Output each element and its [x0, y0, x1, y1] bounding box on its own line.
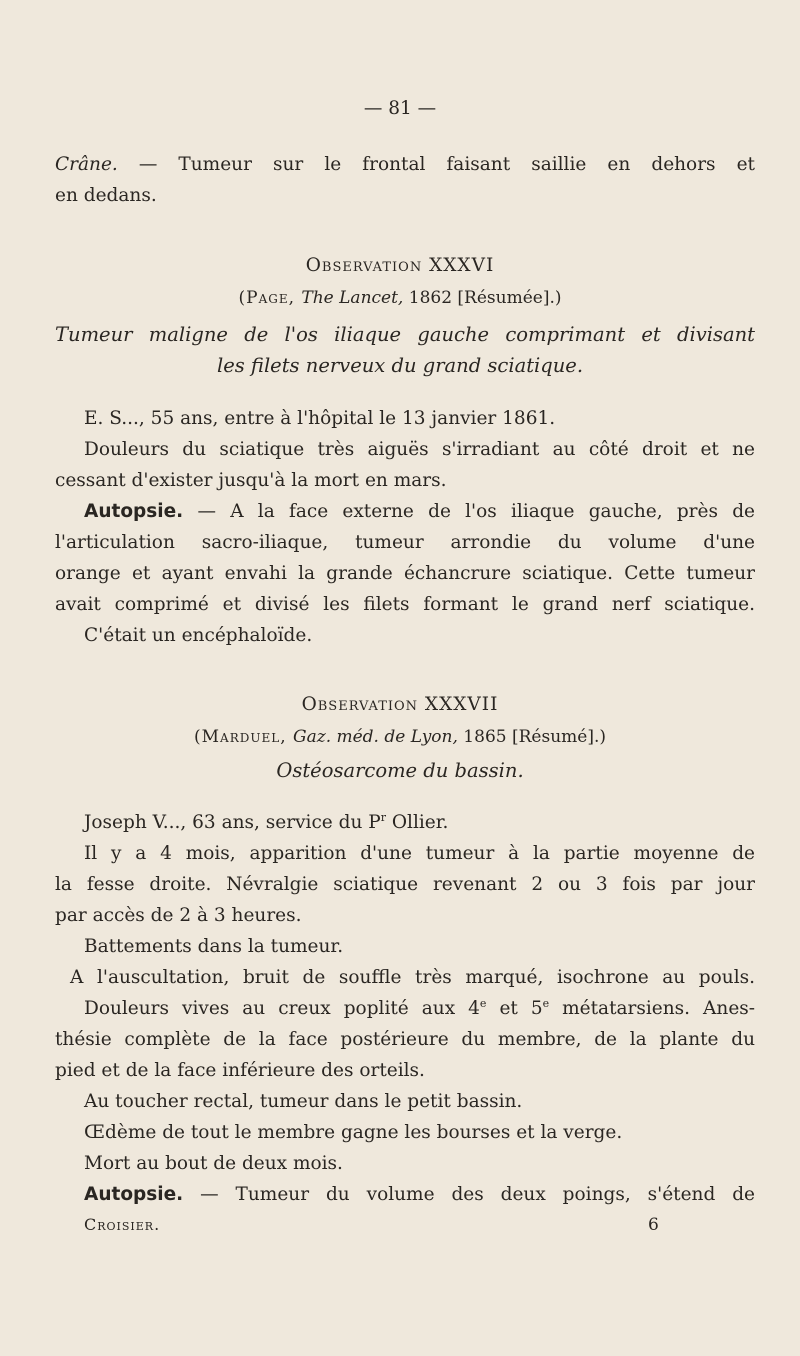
autopsie-text: — Tumeur du volume des deux poings, s'étend de — [183, 1184, 755, 1205]
observation-36-title-line-1: Tumeur maligne de l'os iliaque gauche comprimant et divisant — [55, 323, 755, 346]
observation-36-para-4: C'était un encéphaloïde. — [84, 625, 313, 646]
observation-37-para-7: Œdème de tout le membre gagne les bourses et la verge. — [84, 1122, 623, 1143]
observation-37-para-5-line-3: pied et de la face inférieure des orteils. — [55, 1060, 425, 1081]
observation-37-para-2-line-3: par accès de 2 à 3 heures. — [55, 905, 302, 926]
observation-36-title-line-2: les filets nerveux du grand sciatique. — [216, 354, 584, 377]
observation-36-para-3-line-1 — [84, 501, 755, 523]
observation-37-title: Ostéosarcome du bassin. — [276, 759, 524, 782]
observation-36-para-3-line-4: avait comprimé et divisé les filets formant le grand nerf sciatique. — [55, 594, 755, 615]
source-author: (Marduel, — [194, 727, 294, 747]
source-journal: Gaz. méd. de Lyon, — [293, 727, 458, 747]
para-1-sup: r — [380, 810, 386, 824]
para-1-text: Joseph V..., 63 ans, service du P — [84, 812, 381, 833]
source-journal: The Lancet, — [301, 288, 404, 308]
footer-author: Croisier. — [84, 1215, 161, 1234]
source-author: (Page, — [238, 288, 302, 308]
observation-37-para-8: Mort au bout de deux mois. — [84, 1153, 343, 1174]
intro-crane-label: Crâne. — [55, 154, 118, 175]
observation-37-para-2-line-2: la fesse droite. Névralgie sciatique revenant 2 ou 3 fois par jour — [55, 874, 755, 895]
observation-37-heading: Observation XXXVII — [301, 694, 499, 715]
observation-37-para-1 — [84, 812, 448, 834]
observation-36-source — [0, 287, 800, 309]
observation-37-source — [0, 726, 800, 748]
observation-36-para-3-line-3: orange et ayant envahi la grande échancrure sciatique. Cette tumeur — [55, 563, 755, 584]
observation-37-para-5-line-2: thésie complète de la face postérieure du membre, de la plante du — [55, 1029, 755, 1050]
observation-36-para-3-line-2: l'articulation sacro-iliaque, tumeur arrondie du volume d'une — [55, 532, 755, 553]
para-5-sup-1: e — [479, 996, 487, 1010]
para-5-text-b: et 5 — [486, 998, 543, 1019]
intro-line-1 — [55, 154, 755, 176]
autopsie-text: — A la face externe de l'os iliaque gauche, près de — [183, 501, 755, 522]
source-year: 1865 [Résumé].) — [457, 727, 606, 747]
source-year: 1862 [Résumée].) — [403, 288, 562, 308]
observation-36-para-2-line-1: Douleurs du sciatique très aiguës s'irradiant au côté droit et ne — [84, 439, 755, 460]
observation-37-para-6: Au toucher rectal, tumeur dans le petit bassin. — [84, 1091, 523, 1112]
observation-37-para-4: A l'auscultation, bruit de souffle très marqué, isochrone au pouls. — [70, 967, 755, 988]
observation-37-para-9 — [84, 1184, 755, 1206]
intro-line-1-text: — Tumeur sur le frontal faisant saillie en dehors et — [117, 154, 755, 175]
observation-37-para-2-line-1: Il y a 4 mois, apparition d'une tumeur à la partie moyenne de — [84, 843, 755, 864]
intro-line-2: en dedans. — [55, 185, 157, 206]
observation-37-para-5-line-1 — [84, 998, 755, 1020]
para-5-text-c: métatarsiens. Anes- — [549, 998, 756, 1019]
observation-37-para-3: Battements dans la tumeur. — [84, 936, 344, 957]
observation-36-para-2-line-2: cessant d'exister jusqu'à la mort en mars. — [55, 470, 447, 491]
observation-36-heading: Observation XXXVI — [305, 255, 495, 276]
para-1-text-end: Ollier. — [385, 812, 449, 833]
autopsie-label: Autopsie. — [84, 501, 184, 522]
page-number: — 81 — — [363, 98, 437, 119]
observation-36-para-1: E. S..., 55 ans, entre à l'hôpital le 13 janvier 1861. — [84, 408, 556, 429]
autopsie-label: Autopsie. — [84, 1184, 184, 1205]
footer-signature-number: 6 — [648, 1215, 659, 1235]
para-5-sup-2: e — [542, 996, 550, 1010]
para-5-text-a: Douleurs vives au creux poplité aux 4 — [84, 998, 480, 1019]
